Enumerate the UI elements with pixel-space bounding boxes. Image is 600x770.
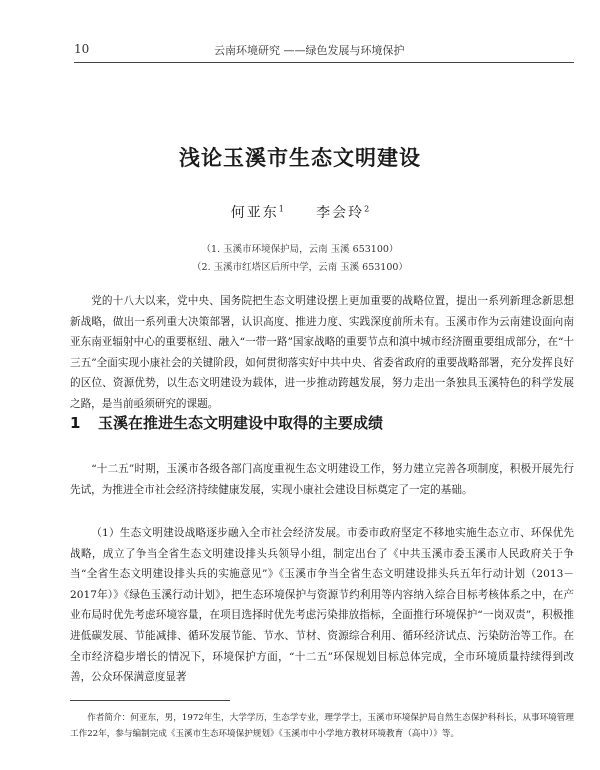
section-heading	[70, 412, 574, 433]
footnote-rule	[70, 700, 230, 701]
author-name: 何亚东	[230, 205, 279, 221]
author-superscript: 1	[278, 204, 284, 214]
author-superscript: 2	[364, 204, 370, 214]
author-footnote: 作者简介：何亚东，男，1972年生，大学学历，生态学专业，理学学士，玉溪市环境保护局自然生态保护科科长，从事环境管理工作22年，参与编制完成《玉溪市生态环境保护规划》《玉溪市中小学地方教材环境教育（高中）》等。	[70, 713, 574, 739]
running-title: 云南环境研究 ——绿色发展与环境保护	[214, 44, 405, 57]
header-rule	[74, 62, 574, 63]
body-paragraph: “十二五”时期，玉溪市各级各部门高度重视生态文明建设工作，努力建立完善各项制度，积极开展先行先试，为推进全市社会经济持续健康发展，实现小康社会建设目标奠定了一定的基础。	[70, 463, 574, 496]
author-line	[0, 202, 600, 222]
body-paragraph: （1）生态文明建设战略逐步融入全市社会经济发展。市委市政府坚定不移地实施生态立市、环保优先战略，成立了争当全省生态文明建设排头兵领导小组，制定出台了《中共玉溪市委玉溪市人民政府关于争当“全省生态文明建设排头兵的实施意见”》《玉溪市争当全省生态文明建设排头兵五年行动计划（2013－2017年）》《绿色玉溪行动计划》，把生态环境保护与资源节约利用等内容纳入综合目标考核体系之中，在产业布局时优先考虑环境容量，在项目选择时优先考虑污染排放指标，全面推行环境保护“一岗双责”，积极推进低碳发展、节能减排、循环发展节能、节水、节材、资源综合利用、循环经济试点、污染防治等工作。在全市经济稳步增长的情况下，环境保护方面，“十二五”环保规划目标总体完成，全市环境质量持续得到改善，公众环保满意度显著	[70, 527, 574, 684]
affiliation: （1. 玉溪市环境保护局，云南 玉溪 653100）	[201, 244, 399, 255]
author-name: 李会玲	[316, 205, 365, 221]
page-header	[74, 40, 574, 60]
page-number: 10	[74, 42, 90, 56]
section-number: 1	[70, 414, 81, 432]
intro-paragraph: 党的十八大以来，党中央、国务院把生态文明建设摆上更加重要的战略位置，提出一系列新理念新思想新战略，做出一系列重大决策部署，认识高度、推进力度、实践深度前所未有。玉溪市作为云南建设面向南亚东南亚辐射中心的重要枢纽、融入“一带一路”国家战略的重要节点和滇中城市经济圈重要组成部分，在“十三五”全面实现小康社会的关键阶段，如何贯彻落实好中共中央、省委省政府的重要战略部署，充分发挥良好的区位、资源优势，以生态文明建设为载体，进一步推动跨越发展，努力走出一条独具玉溪特色的科学发展之路，是当前亟须研究的课题。	[70, 295, 574, 410]
affiliation: （2. 玉溪市红塔区后所中学，云南 玉溪 653100）	[192, 262, 408, 273]
paper-title: 浅论玉溪市生态文明建设	[179, 145, 421, 170]
section-title: 玉溪在推进生态文明建设中取得的主要成绩	[98, 414, 384, 432]
